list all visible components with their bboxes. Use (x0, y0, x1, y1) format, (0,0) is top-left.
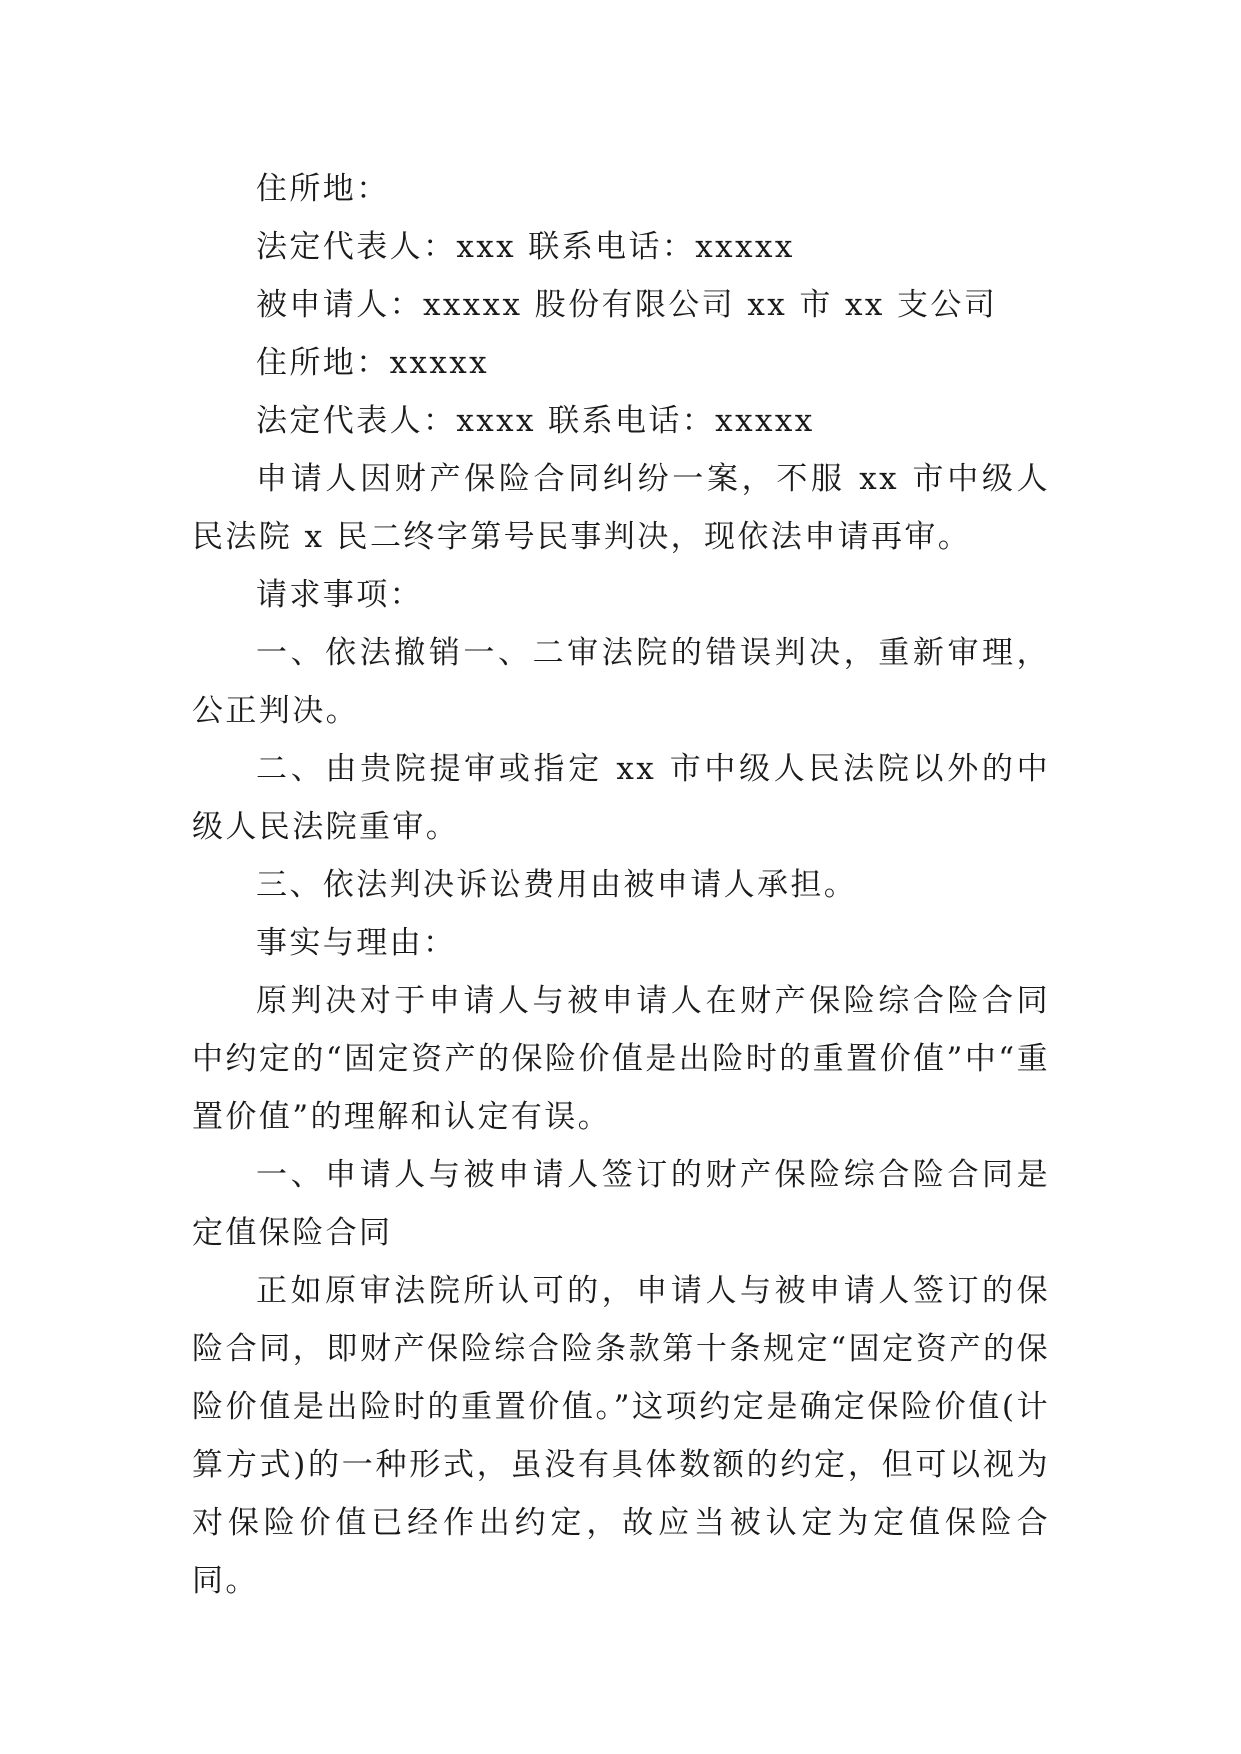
paragraph-legal-rep-1: 法定代表人：xxx 联系电话：xxxxx (256, 229, 795, 265)
paragraph-case-intro: 申请人因财产保险合同纠纷一案，不服 xx 市中级人民法院 x 民二终字第号民事判决，现依法申请再审。 (192, 461, 1050, 555)
paragraph-domicile-1: 住所地： (256, 171, 390, 207)
paragraph-domicile-2: 住所地：xxxxx (256, 345, 490, 381)
heading-requests: 请求事项： (256, 577, 423, 613)
paragraph-request-3: 三、依法判决诉讼费用由被申请人承担。 (256, 867, 858, 903)
paragraph-legal-rep-2: 法定代表人：xxxx 联系电话：xxxxx (256, 403, 815, 439)
paragraph-point-1: 一、申请人与被申请人签订的财产保险综合险合同是定值保险合同 (192, 1157, 1050, 1251)
paragraph-respondent: 被申请人：xxxxx 股份有限公司 xx 市 xx 支公司 (256, 287, 998, 323)
paragraph-request-1: 一、依法撤销一、二审法院的错误判决，重新审理，公正判决。 (192, 635, 1050, 729)
heading-facts-reasons: 事实与理由： (256, 925, 457, 961)
paragraph-request-2: 二、由贵院提审或指定 xx 市中级人民法院以外的中级人民法院重审。 (192, 751, 1050, 845)
paragraph-facts-2: 正如原审法院所认可的，申请人与被申请人签订的保险合同，即财产保险综合险条款第十条规定“固定资产的保险价值是出险时的重置价值。”这项约定是确定保险价值(计算方式)的一种形式，虽没有具体数额的约定，但可以视为对保险价值已经作出约定，故应当被认定为定值保险合同。 (192, 1273, 1050, 1599)
document-body (192, 160, 1050, 1610)
paragraph-facts-1: 原判决对于申请人与被申请人在财产保险综合险合同中约定的“固定资产的保险价值是出险时的重置价值”中“重置价值”的理解和认定有误。 (192, 983, 1050, 1135)
